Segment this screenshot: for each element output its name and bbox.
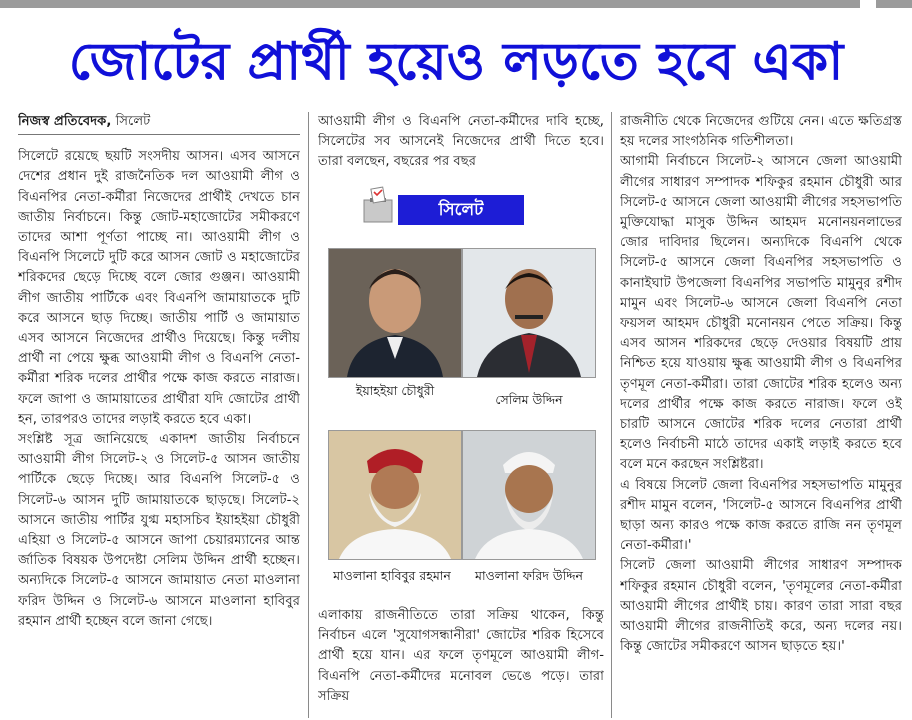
top-rule-bar — [0, 0, 860, 8]
portrait-photo-3 — [328, 430, 462, 560]
article-column-1 — [18, 112, 300, 718]
portrait-photo-1 — [328, 248, 462, 378]
photo-caption-2: সেলিম উদ্দিন — [495, 392, 563, 407]
photo-caption-1: ইয়াহইয়া চৌধুরী — [355, 383, 435, 398]
paragraph: এ বিষয়ে সিলেট জেলা বিএনপির সহসভাপতি মামুনুর রশীদ মামুন বলেন, 'সিলেট-৫ আসনে বিএনপির প্রার্থী ছাড়া অন্য কারও পক্ষে কাজ করতে রাজি নন তৃণমূল নেতা-কর্মীরা।' — [620, 477, 902, 554]
top-rule-bar-right — [876, 0, 912, 8]
byline-place: সিলেট — [111, 114, 151, 129]
byline — [18, 112, 300, 135]
ballot-box-icon — [360, 186, 396, 226]
portrait-photo-2 — [462, 248, 596, 378]
paragraph: সংশ্লিষ্ট সূত্র জানিয়েছে একাদশ জাতীয় নির্বাচনে আওয়ামী লীগ সিলেট-২ ও সিলেট-৫ আসন জাতীয় পার্টিকে ছেড়ে দিচ্ছে। আর বিএনপি সিলেট-৫ ও সিলেট-৬ আসন দুটি জামায়াতকে ছাড়ছে। সিলেট-২ আসনে জাতীয় পার্টির যুগ্ম মহাসচিব ইয়াহইয়া চৌধুরী এহিয়া ও সিলেট-৫ আসনে জাপা চেয়ারম্যানের আন্ত র্জাতিক বিষয়ক উপদেষ্টা সেলিম উদ্দিন প্রার্থী হচ্ছেন। অন্যদিকে সিলেট-৫ আসনে জামায়াত নেতা মাওলানা ফরিদ উদ্দিন ও সিলেট-৬ আসনে মাওলানা হাবিবুর রহমান প্রার্থী হচ্ছেন বলে জানা গেছে। — [18, 432, 300, 629]
portrait-photo-4 — [462, 430, 596, 560]
column-divider — [611, 112, 612, 718]
article-column-3 — [620, 112, 902, 718]
paragraph: সিলেটে রয়েছে ছয়টি সংসদীয় আসন। এসব আসনে দেশের প্রধান দুই রাজনৈতিক দল আওয়ামী লীগ ও বিএনপির নেতা-কর্মীরা নিজেদের প্রার্থীই দেখতে চান জাতীয় নির্বাচনে। কিন্তু জোট-মহাজোটের সমীকরণে তাদের আশা পূর্ণতা পাচ্ছে না। আওয়ামী লীগ ও বিএনপি সিলেটে দুটি করে আসন জোট ও মহাজোটের শরিকদের ছেড়ে দিচ্ছে বলে জোর গুঞ্জন। আওয়ামী লীগ জাতীয় পার্টিকে এবং বিএনপি জামায়াতকে দুটি করে আসনে ছাড় দিচ্ছে। জাতীয় পার্টি ও জামায়াত এসব আসনে নিজেদের প্রার্থীও দিয়েছে। কিন্তু দলীয় প্রার্থী না পেয়ে ক্ষুব্ধ আওয়ামী লীগ ও বিএনপি নেতা-কর্মীরা শরিক দলের প্রার্থীর পক্ষে কাজ করতে নারাজ। ফলে জাপা ও জামায়াতের প্রার্থীরা যদি জোটের প্রার্থী হন, তারপরও তাদের লড়াই করতে হবে একা। — [18, 149, 300, 427]
paragraph: এলাকায় রাজনীতিতে তারা সক্রিয় থাকেন, কিন্তু নির্বাচন এলে 'সুযোগসন্ধানীরা' জোটের শরিক হিসেবে প্রার্থী হয়ে যান। এর ফলে তৃণমূলে আওয়ামী লীগ-বিএনপি নেতা-কর্মীদের মনোবল ভেঙে পড়ে। তারা সক্রিয় — [318, 608, 604, 704]
column-divider — [308, 112, 309, 718]
article-column-2-bottom — [318, 606, 604, 720]
paragraph: আগামী নির্বাচনে সিলেট-২ আসনে জেলা আওয়ামী লীগের সাধারণ সম্পাদক শফিকুর রহমান চৌধুরী আর সিলেট-৫ আসনে জেলা আওয়ামী লীগের সহসভাপতি মুক্তিযোদ্ধা মাসুক উদ্দিন আহমদ মনোনয়নলাভের জোর দাবিদার ছিলেন। অন্যদিকে বিএনপি থেকে সিলেট-৫ আসনে জেলা বিএনপির সহসভাপতি ও কানাইঘাট উপজেলা বিএনপির সভাপতি মামুনুর রশীদ মামুন এবং সিলেট-৬ আসনে জেলা বিএনপি নেতা ফয়সল আহমদ চৌধুরী মনোনয়ন পেতে সক্রিয়। কিন্তু এসব আসন শরিকদের ছেড়ে দেওয়ার বিষয়টি প্রায় নিশ্চিত হয়ে যাওয়ায় ক্ষুব্ধ আওয়ামী লীগ ও বিএনপির তৃণমূল নেতা-কর্মীরা। তারা জোটের শরিক হলেও অন্য দলের প্রার্থীর পক্ষে কাজ করতে নারাজ। ফলে ওই চারটি আসনে জোটের শরিক দলের নেতারা প্রার্থী হলেও নির্বাচনী মাঠে তাদের একাই লড়াই করতে হবে বলে মনে করছেন সংশ্লিষ্টরা। — [620, 154, 902, 473]
section-banner: সিলেট — [398, 195, 524, 225]
photo-caption-4: মাওলানা ফরিদ উদ্দিন — [475, 568, 583, 583]
paragraph: রাজনীতি থেকে নিজেদের গুটিয়ে নেন। এতে ক্ষতিগ্রস্ত হয় দলের সাংগঠনিক গতিশীলতা। — [620, 114, 902, 150]
photo-caption-3: মাওলানা হাবিবুর রহমান — [333, 568, 451, 583]
byline-reporter: নিজস্ব প্রতিবেদক, — [18, 114, 112, 129]
article-column-2-top — [318, 112, 604, 176]
paragraph: সিলেট জেলা আওয়ামী লীগের সাধারণ সম্পাদক শফিকুর রহমান চৌধুরী বলেন, 'তৃণমূলের নেতা-কর্মীরা আওয়ামী লীগের প্রার্থীই চায়। কারণ তারা সারা বছর আওয়ামী লীগের রাজনীতিই করে, অন্য দলের নয়। কিন্তু জোটের সমীকরণে আসন ছাড়তে হয়।' — [620, 558, 902, 655]
headline: জোটের প্রার্থী হয়েও লড়তে হবে একা — [68, 32, 844, 92]
paragraph: আওয়ামী লীগ ও বিএনপি নেতা-কর্মীদের দাবি হচ্ছে, সিলেটের সব আসনেই নিজেদের প্রার্থী দিতে হবে। তারা বলছেন, বছরের পর বছর — [318, 114, 604, 170]
